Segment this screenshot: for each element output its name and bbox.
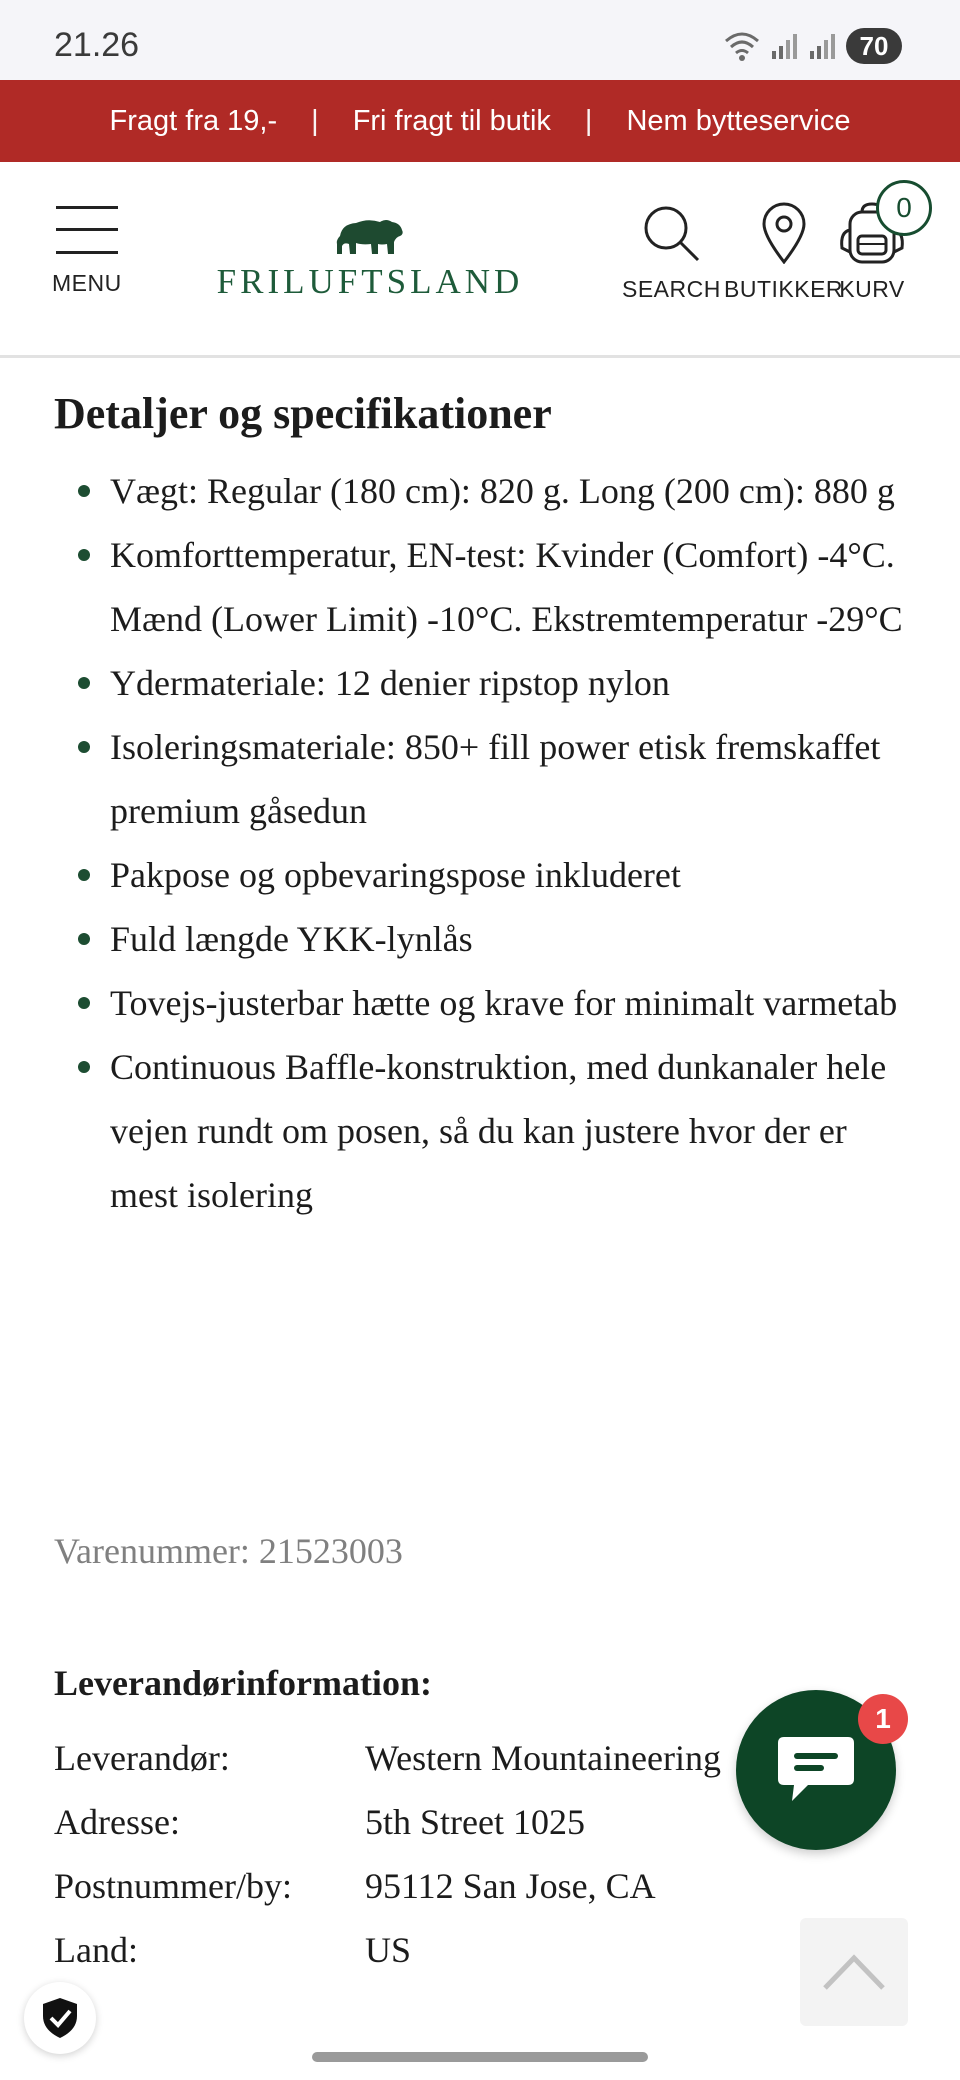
cart-button[interactable] xyxy=(838,192,912,303)
supplier-key: Leverandør: xyxy=(54,1738,230,1778)
promo-free-store-shipping[interactable]: Fri fragt til butik xyxy=(352,104,551,137)
search-icon xyxy=(640,202,702,264)
search-button[interactable] xyxy=(622,202,721,303)
cart-label: KURV xyxy=(839,276,905,302)
spec-item-hood xyxy=(54,971,904,1035)
spec-text: Vægt: Regular (180 cm): 820 g. Long (200 cm): 880 g xyxy=(110,471,895,511)
status-time: 21.26 xyxy=(54,26,140,64)
spec-item-zipper xyxy=(54,907,904,971)
hamburger-icon xyxy=(56,202,118,258)
bear-logo-icon xyxy=(334,214,406,256)
spec-list xyxy=(54,459,904,1227)
site-header xyxy=(0,162,960,358)
location-pin-icon xyxy=(760,202,808,264)
chevron-up-icon xyxy=(821,1952,887,1992)
bullet-icon xyxy=(78,869,90,881)
sku-number: Varenummer: 21523003 xyxy=(54,1531,403,1571)
spec-text: Tovejs-justerbar hætte og krave for minimalt varmetab xyxy=(110,983,898,1023)
promo-separator: | xyxy=(584,104,593,137)
home-indicator[interactable] xyxy=(312,2052,648,2062)
security-badge[interactable] xyxy=(24,1982,96,2054)
supplier-row xyxy=(54,1854,934,1918)
supplier-value: Western Mountaineering xyxy=(365,1738,721,1778)
supplier-value: US xyxy=(365,1930,412,1970)
bullet-icon xyxy=(78,741,90,753)
bullet-icon xyxy=(78,997,90,1009)
stores-button[interactable] xyxy=(724,202,843,303)
product-details-section xyxy=(54,388,904,1227)
chat-bubble-icon xyxy=(774,1731,858,1809)
friluftsland-logo[interactable] xyxy=(200,214,540,302)
supplier-value: 5th Street 1025 xyxy=(365,1802,585,1842)
status-icons xyxy=(722,28,902,64)
spec-text: Fuld længde YKK-lynlås xyxy=(110,919,473,959)
details-title: Detaljer og specifikationer xyxy=(54,389,552,438)
supplier-key: Land: xyxy=(54,1930,138,1970)
signal-icon xyxy=(770,31,800,61)
logo-text: FRILUFTSLAND xyxy=(216,262,524,301)
bullet-icon xyxy=(78,485,90,497)
spec-text: Isoleringsmateriale: 850+ fill power etisk fremskaffet premium gåsedun xyxy=(110,727,881,831)
spec-item-baffle xyxy=(54,1035,904,1227)
wifi-icon xyxy=(722,29,762,63)
spec-item-outer-material xyxy=(54,651,904,715)
menu-button[interactable] xyxy=(52,202,122,297)
bullet-icon xyxy=(78,677,90,689)
spec-item-weight xyxy=(54,459,904,523)
supplier-key: Adresse: xyxy=(54,1802,180,1842)
promo-separator: | xyxy=(311,104,319,137)
promo-bar xyxy=(0,80,960,162)
bullet-icon xyxy=(78,549,90,561)
spec-text: Pakpose og opbevaringspose inkluderet xyxy=(110,855,681,895)
bullet-icon xyxy=(78,1061,90,1073)
spec-text: Continuous Baffle-konstruktion, med dunkanaler hele vejen rundt om posen, så du kan justere hvor der er mest isolering xyxy=(110,1047,887,1215)
supplier-key: Postnummer/by: xyxy=(54,1866,293,1906)
signal-icon-2 xyxy=(808,31,838,61)
spec-item-insulation xyxy=(54,715,904,843)
stores-label: BUTIKKER xyxy=(724,276,844,302)
status-bar xyxy=(0,0,960,80)
supplier-heading: Leverandørinformation: xyxy=(54,1663,432,1703)
promo-shipping-price[interactable]: Fragt fra 19,- xyxy=(109,104,278,137)
search-label: SEARCH xyxy=(622,276,721,302)
spec-text: Komforttemperatur, EN-test: Kvinder (Comfort) -4°C. Mænd (Lower Limit) -10°C. Ekstremtemperatur -29°C xyxy=(110,535,903,639)
spec-item-temperature xyxy=(54,523,904,651)
battery-indicator: 70 xyxy=(846,28,902,64)
chat-notification-badge: 1 xyxy=(858,1694,908,1744)
scroll-to-top-button[interactable] xyxy=(800,1918,908,2026)
promo-exchange-service[interactable]: Nem bytteservice xyxy=(626,104,851,137)
supplier-value: 95112 San Jose, CA xyxy=(365,1866,656,1906)
bullet-icon xyxy=(78,933,90,945)
spec-text: Ydermateriale: 12 denier ripstop nylon xyxy=(110,663,670,703)
shield-check-icon xyxy=(40,1996,80,2040)
cart-count-badge: 0 xyxy=(876,180,932,236)
menu-label: MENU xyxy=(52,270,122,296)
spec-item-bags xyxy=(54,843,904,907)
